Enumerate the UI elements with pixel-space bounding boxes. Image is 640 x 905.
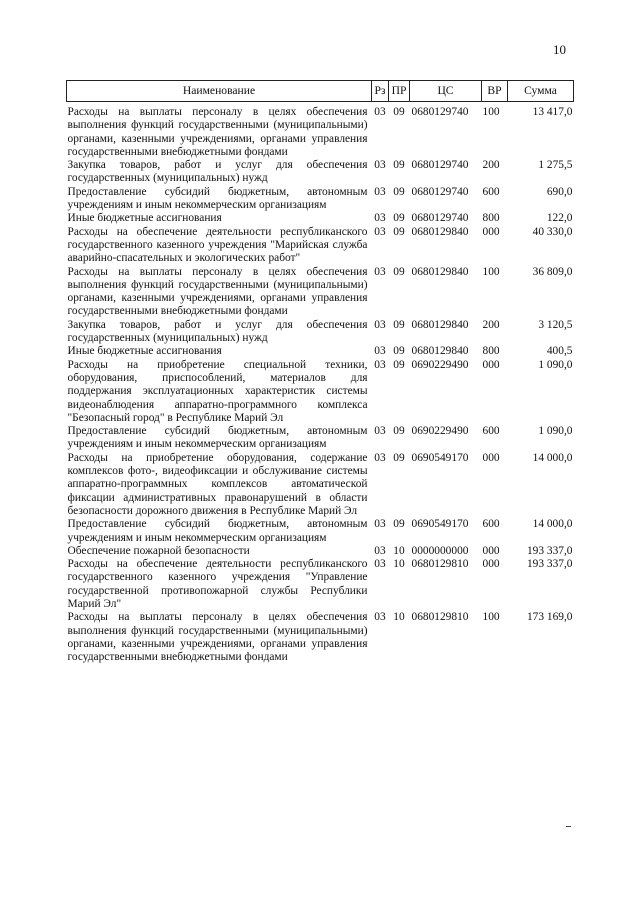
budget-table xyxy=(66,80,574,664)
row-rz: 03 xyxy=(374,106,386,118)
row-name: Иные бюджетные ассигнования xyxy=(67,212,222,225)
table-row xyxy=(67,345,574,358)
page-number: 10 xyxy=(553,42,566,57)
row-pr: 09 xyxy=(393,451,405,464)
row-cs: 0680129840 xyxy=(411,345,469,358)
row-vr: 200 xyxy=(482,159,500,172)
row-name: Предоставление субсидий бюджетным, автономным учреждениям и иным некоммерческим организациям xyxy=(67,425,368,451)
row-rz: 03 xyxy=(374,159,386,172)
row-name: Расходы на обеспечение деятельности республиканского государственного казенного учреждения "Управление государственной противопожарной службы Республики Марий Эл" xyxy=(67,558,368,610)
table-row xyxy=(67,226,574,266)
row-name: Расходы на приобретение специальной техники, оборудования, приспособлений, материалов для поддержания эксплуатационных характеристик системы видеонаблюдения аппаратно-программного комплекса "Безопасный город" в Республике Марий Эл xyxy=(67,358,368,424)
row-pr: 09 xyxy=(393,265,405,278)
row-name: Расходы на выплаты персоналу в целях обеспечения выполнения функций государственными (муниципальными) органами, казенными учреждениями, органами управления государственными внебюджетными фондами xyxy=(67,106,368,158)
row-vr: 800 xyxy=(482,212,500,225)
row-cs: 0680129740 xyxy=(411,159,469,172)
row-cs: 0690549170 xyxy=(411,518,469,531)
row-name: Расходы на выплаты персоналу в целях обеспечения выполнения функций государственными (муниципальными) органами, казенными учреждениями, органами управления государственными внебюджетными фондами xyxy=(67,265,368,318)
row-pr: 09 xyxy=(393,212,405,225)
table-body xyxy=(67,102,574,665)
row-cs: 0680129740 xyxy=(411,185,469,198)
table-row xyxy=(67,186,574,213)
row-sum: 40 330,0 xyxy=(532,225,573,238)
row-rz: 03 xyxy=(374,358,386,371)
row-rz: 03 xyxy=(374,318,386,331)
row-name: Расходы на выплаты персоналу в целях обеспечения выполнения функций государственными (муниципальными) органами, казенными учреждениями, органами управления государственными внебюджетными фондами xyxy=(67,611,368,664)
row-cs: 0680129740 xyxy=(411,212,469,225)
row-vr: 000 xyxy=(482,544,500,557)
row-cs: 0680129810 xyxy=(411,611,469,624)
row-pr: 09 xyxy=(393,185,405,198)
table-row xyxy=(67,102,574,160)
row-name: Закупка товаров, работ и услуг для обеспечения государственных (муниципальных) нужд xyxy=(67,318,368,345)
column-header-pr: ПР xyxy=(389,81,410,102)
row-sum: 1 090,0 xyxy=(538,358,573,371)
row-cs: 0680129740 xyxy=(411,106,469,118)
row-sum: 122,0 xyxy=(546,212,573,225)
row-vr: 000 xyxy=(482,558,500,571)
row-vr: 800 xyxy=(482,345,500,358)
row-cs: 0680129840 xyxy=(411,225,469,238)
row-pr: 09 xyxy=(393,159,405,172)
row-name: Предоставление субсидий бюджетным, автономным учреждениям и иным некоммерческим организациям xyxy=(67,518,368,544)
row-cs: 0690229490 xyxy=(411,425,469,438)
row-sum: 690,0 xyxy=(546,185,573,198)
table-row xyxy=(67,159,574,186)
row-sum: 400,5 xyxy=(546,345,573,358)
row-sum: 173 169,0 xyxy=(526,611,573,624)
row-pr: 09 xyxy=(393,345,405,358)
table-row xyxy=(67,452,574,518)
row-pr: 09 xyxy=(393,318,405,331)
table-row xyxy=(67,425,574,452)
row-pr: 09 xyxy=(393,225,405,238)
row-sum: 13 417,0 xyxy=(532,106,573,118)
row-cs: 0680129810 xyxy=(411,558,469,571)
row-rz: 03 xyxy=(374,558,386,571)
column-header-cs: ЦС xyxy=(410,81,482,102)
row-cs: 0690549170 xyxy=(411,451,469,464)
row-name: Обеспечение пожарной безопасности xyxy=(67,544,250,557)
row-sum: 1 090,0 xyxy=(538,425,573,438)
column-header-vr: ВР xyxy=(482,81,508,102)
table-row xyxy=(67,359,574,425)
row-pr: 09 xyxy=(393,358,405,371)
table-row xyxy=(67,266,574,319)
row-pr: 10 xyxy=(393,558,405,571)
row-cs: 0680129840 xyxy=(411,318,469,331)
table-row xyxy=(67,518,574,545)
row-cs: 0680129840 xyxy=(411,265,469,278)
row-pr: 10 xyxy=(393,611,405,624)
row-rz: 03 xyxy=(374,451,386,464)
table-row xyxy=(67,558,574,611)
row-rz: 03 xyxy=(374,225,386,238)
row-name: Предоставление субсидий бюджетным, автономным учреждениям и иным некоммерческим организациям xyxy=(67,185,368,212)
row-rz: 03 xyxy=(374,544,386,557)
row-sum: 1 275,5 xyxy=(538,159,573,172)
row-sum: 14 000,0 xyxy=(532,518,573,531)
table-header xyxy=(67,81,574,102)
row-name: Расходы на обеспечение деятельности республиканского государственного казенного учреждения "Марийская служба аварийно-спасательных и экологических работ" xyxy=(67,225,368,265)
row-vr: 000 xyxy=(482,225,500,238)
row-rz: 03 xyxy=(374,518,386,531)
row-sum: 3 120,5 xyxy=(538,318,573,331)
row-pr: 09 xyxy=(393,425,405,438)
row-vr: 600 xyxy=(482,518,500,531)
row-rz: 03 xyxy=(374,212,386,225)
row-rz: 03 xyxy=(374,185,386,198)
column-header-rz: Рз xyxy=(372,81,389,102)
table-row xyxy=(67,545,574,558)
table-row xyxy=(67,212,574,225)
row-vr: 200 xyxy=(482,318,500,331)
row-pr: 09 xyxy=(393,106,405,118)
column-header-sum: Сумма xyxy=(508,81,574,102)
row-vr: 000 xyxy=(482,358,500,371)
row-name: Расходы на приобретение оборудования, содержание комплексов фото-, видеофиксации и обслуживание системы аппаратно-программных комплексов автоматической фиксации административных правонарушений в области безопасности дорожного движения в Республике Марий Эл xyxy=(67,451,368,517)
column-header-name: Наименование xyxy=(67,81,372,102)
row-pr: 10 xyxy=(393,544,405,557)
row-vr: 600 xyxy=(482,185,500,198)
row-vr: 600 xyxy=(482,425,500,438)
row-rz: 03 xyxy=(374,265,386,278)
row-cs: 0690229490 xyxy=(411,358,469,371)
scan-mark xyxy=(566,826,571,827)
row-vr: 100 xyxy=(482,611,500,624)
row-sum: 193 337,0 xyxy=(526,558,573,571)
row-name: Закупка товаров, работ и услуг для обеспечения государственных (муниципальных) нужд xyxy=(67,159,368,185)
row-name: Иные бюджетные ассигнования xyxy=(67,345,222,358)
row-rz: 03 xyxy=(374,345,386,358)
row-vr: 100 xyxy=(482,106,500,118)
row-vr: 100 xyxy=(482,265,500,278)
row-sum: 36 809,0 xyxy=(532,265,573,278)
row-pr: 09 xyxy=(393,518,405,531)
row-cs: 0000000000 xyxy=(411,544,469,557)
row-sum: 193 337,0 xyxy=(526,544,573,557)
row-sum: 14 000,0 xyxy=(532,451,573,464)
row-vr: 000 xyxy=(482,451,500,464)
table-row xyxy=(67,319,574,346)
row-rz: 03 xyxy=(374,611,386,624)
row-rz: 03 xyxy=(374,425,386,438)
table-row xyxy=(67,611,574,664)
